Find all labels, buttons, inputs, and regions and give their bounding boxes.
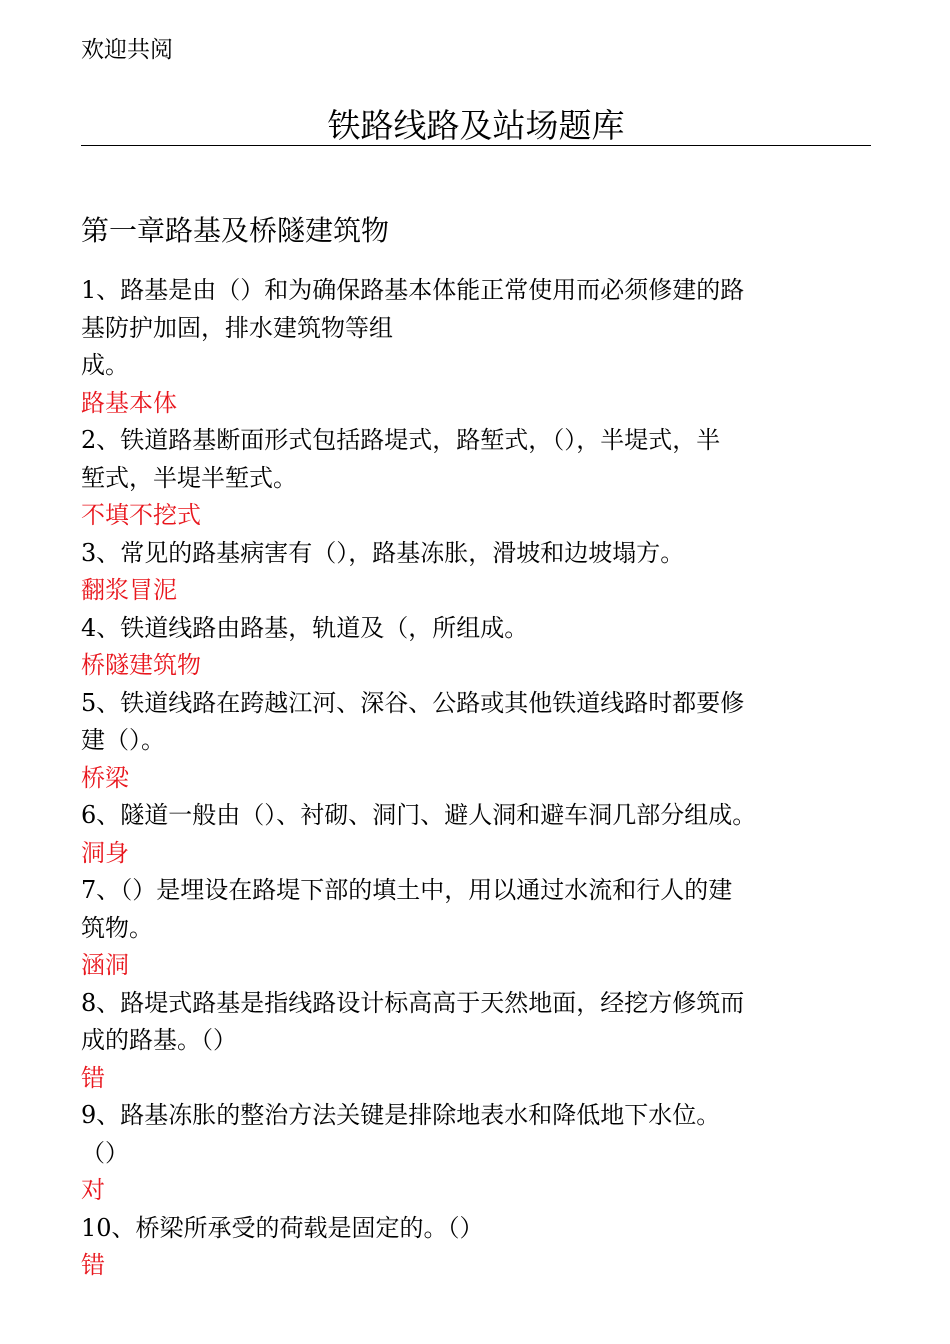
question-line: 1、路基是由（）和为确保路基本体能正常使用而必须修建的路 xyxy=(81,276,745,304)
question-list xyxy=(81,272,891,1285)
question-item xyxy=(81,872,891,985)
chapter-heading: 第一章路基及桥隧建筑物 xyxy=(81,214,390,247)
question-item xyxy=(81,1210,891,1285)
question-item xyxy=(81,610,891,685)
question-line: 堑式，半堤半堑式。 xyxy=(81,463,297,492)
question-item xyxy=(81,272,891,422)
question-line: 3、常见的路基病害有（），路基冻胀，滑坡和边坡塌方。 xyxy=(81,538,685,567)
question-line: 成。 xyxy=(81,351,129,379)
question-line: 9、路基冻胀的整治方法关键是排除地表水和降低地下水位。 xyxy=(81,1101,721,1129)
question-line: 筑物。 xyxy=(81,913,153,942)
question-item xyxy=(81,985,891,1098)
header-note: 欢迎共阅 xyxy=(81,37,173,63)
answer-text: 错 xyxy=(81,1251,105,1279)
question-line: 2、铁道路基断面形式包括路堤式，路堑式，（），半堤式，半 xyxy=(81,426,721,454)
question-item xyxy=(81,535,891,610)
question-item xyxy=(81,1097,891,1210)
answer-text: 桥梁 xyxy=(81,763,129,792)
answer-text: 对 xyxy=(81,1176,105,1204)
question-line: 5、铁道线路在跨越江河、深谷、公路或其他铁道线路时都要修 xyxy=(81,688,745,717)
answer-text: 路基本体 xyxy=(81,388,177,417)
question-line: 7、（）是埋设在路堤下部的填土中，用以通过水流和行人的建 xyxy=(81,876,733,904)
answer-text: 翻浆冒泥 xyxy=(81,576,177,604)
title-underline xyxy=(81,145,871,146)
question-line: 6、隧道一般由（）、衬砌、洞门、避人洞和避车洞几部分组成。 xyxy=(81,801,757,829)
question-line: 4、铁道线路由路基，轨道及（，所组成。 xyxy=(81,613,529,642)
question-line: 成的路基。（） xyxy=(81,1026,237,1054)
answer-text: 桥隧建筑物 xyxy=(81,651,201,679)
question-line: 8、路堤式路基是指线路设计标高高于天然地面，经挖方修筑而 xyxy=(81,988,745,1017)
answer-text: 不填不挖式 xyxy=(81,501,201,529)
question-item xyxy=(81,797,891,872)
document-title: 铁路线路及站场题库 xyxy=(327,106,625,145)
question-line: 基防护加固，排水建筑物等组 xyxy=(81,313,393,342)
answer-text: 涵洞 xyxy=(81,951,129,979)
question-line: 10、桥梁所承受的荷载是固定的。（） xyxy=(81,1213,484,1242)
question-item xyxy=(81,685,891,798)
question-line: 建（）。 xyxy=(81,726,165,754)
question-line: （） xyxy=(81,1138,129,1167)
question-item xyxy=(81,422,891,535)
answer-text: 错 xyxy=(81,1063,105,1092)
answer-text: 洞身 xyxy=(81,838,129,867)
